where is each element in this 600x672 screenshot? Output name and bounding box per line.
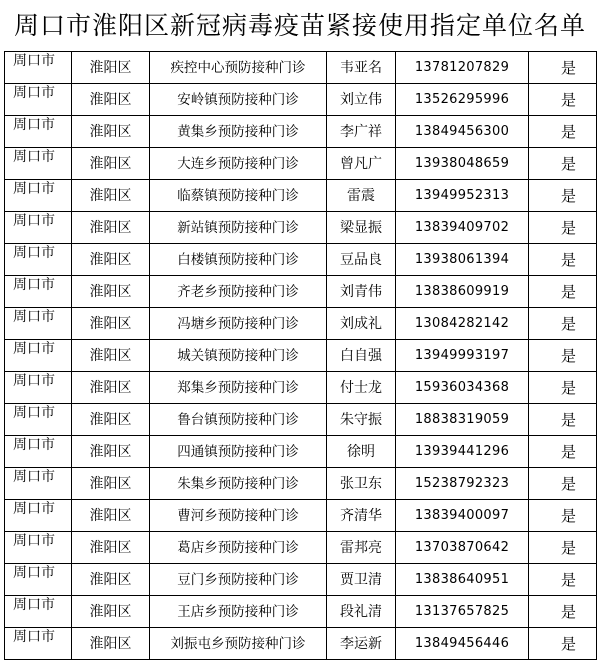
table-row — [5, 116, 597, 148]
contact-person-text: 段礼清 — [340, 604, 382, 620]
district-text: 淮阳区 — [89, 252, 132, 268]
designated-flag-text: 是 — [560, 315, 576, 333]
unit-text: 朱集乡预防接种门诊 — [177, 476, 299, 492]
designated-flag-text: 是 — [560, 347, 576, 365]
phone-cell[interactable] — [396, 436, 529, 467]
designated-flag-text: 是 — [560, 59, 576, 77]
designated-flag-cell[interactable] — [529, 180, 597, 211]
district-text: 淮阳区 — [89, 124, 132, 140]
phone-cell[interactable] — [396, 276, 529, 307]
phone-text: 13849456300 — [414, 124, 510, 139]
contact-person-text: 徐明 — [347, 444, 375, 460]
table-row — [5, 244, 597, 276]
designated-flag-cell[interactable] — [529, 436, 597, 467]
district-cell[interactable] — [72, 276, 150, 307]
district-cell[interactable] — [72, 116, 150, 147]
phone-text: 13938061394 — [414, 252, 510, 267]
unit-cell[interactable] — [150, 564, 327, 595]
contact-person-text: 刘立伟 — [340, 92, 382, 108]
city-cell[interactable] — [5, 212, 72, 243]
designated-flag-cell[interactable] — [529, 84, 597, 115]
district-cell[interactable] — [72, 532, 150, 563]
table-row — [5, 500, 597, 532]
district-text: 淮阳区 — [89, 444, 132, 460]
unit-cell[interactable] — [150, 436, 327, 467]
city-text: 周口市 — [13, 117, 55, 133]
phone-text: 15936034368 — [414, 380, 510, 395]
unit-text: 四通镇预防接种门诊 — [177, 444, 299, 460]
city-cell[interactable] — [5, 116, 72, 147]
district-text: 淮阳区 — [89, 60, 132, 76]
designated-flag-cell[interactable] — [529, 116, 597, 147]
designated-flag-text: 是 — [560, 411, 576, 429]
city-text: 周口市 — [13, 533, 55, 549]
unit-cell[interactable] — [150, 148, 327, 179]
unit-cell[interactable] — [150, 532, 327, 563]
phone-cell[interactable] — [396, 628, 529, 659]
table-row — [5, 404, 597, 436]
table-row — [5, 436, 597, 468]
designated-flag-cell[interactable] — [529, 628, 597, 659]
contact-person-text: 梁显振 — [340, 220, 382, 236]
unit-cell[interactable] — [150, 276, 327, 307]
designated-flag-cell[interactable] — [529, 212, 597, 243]
contact-person-text: 李广祥 — [340, 124, 382, 140]
table-row — [5, 148, 597, 180]
district-cell[interactable] — [72, 244, 150, 275]
contact-person-cell[interactable] — [327, 180, 396, 211]
contact-person-text: 雷邦亮 — [340, 540, 382, 556]
contact-person-cell[interactable] — [327, 532, 396, 563]
phone-text: 13838640951 — [414, 572, 510, 587]
contact-person-cell[interactable] — [327, 244, 396, 275]
city-text: 周口市 — [13, 85, 55, 101]
unit-text: 新站镇预防接种门诊 — [177, 220, 299, 236]
district-cell[interactable] — [72, 148, 150, 179]
designated-flag-text: 是 — [560, 571, 576, 589]
phone-text: 13838609919 — [414, 284, 510, 299]
unit-text: 临蔡镇预防接种门诊 — [177, 188, 299, 204]
unit-text: 刘振屯乡预防接种门诊 — [170, 636, 306, 652]
designated-flag-text: 是 — [560, 475, 576, 493]
district-cell[interactable] — [72, 340, 150, 371]
city-cell[interactable] — [5, 564, 72, 595]
designated-flag-cell[interactable] — [529, 340, 597, 371]
unit-text: 鲁台镇预防接种门诊 — [177, 412, 299, 428]
designated-flag-text: 是 — [560, 155, 576, 173]
designated-flag-text: 是 — [560, 443, 576, 461]
phone-text: 13938048659 — [414, 156, 510, 171]
contact-person-cell[interactable] — [327, 116, 396, 147]
phone-text: 18838319059 — [414, 412, 510, 427]
table-row — [5, 596, 597, 628]
unit-cell[interactable] — [150, 116, 327, 147]
designated-flag-cell[interactable] — [529, 532, 597, 563]
phone-text: 13849456446 — [414, 636, 510, 651]
district-text: 淮阳区 — [89, 572, 132, 588]
phone-text: 13781207829 — [414, 60, 510, 75]
contact-person-text: 张卫东 — [340, 476, 382, 492]
designated-flag-cell[interactable] — [529, 404, 597, 435]
phone-text: 13939441296 — [414, 444, 510, 459]
designated-flag-cell[interactable] — [529, 244, 597, 275]
contact-person-text: 李运新 — [340, 636, 382, 652]
city-cell[interactable] — [5, 276, 72, 307]
unit-cell[interactable] — [150, 340, 327, 371]
vaccination-unit-table — [4, 51, 597, 660]
city-text: 周口市 — [13, 245, 55, 261]
contact-person-text: 雷震 — [347, 188, 375, 204]
designated-flag-cell[interactable] — [529, 564, 597, 595]
phone-text: 13703870642 — [414, 540, 510, 555]
contact-person-cell[interactable] — [327, 436, 396, 467]
contact-person-text: 白自强 — [340, 348, 382, 364]
city-cell[interactable] — [5, 628, 72, 659]
phone-cell[interactable] — [396, 148, 529, 179]
contact-person-text: 韦亚名 — [340, 60, 382, 76]
city-cell[interactable] — [5, 244, 72, 275]
contact-person-cell[interactable] — [327, 308, 396, 339]
district-cell[interactable] — [72, 84, 150, 115]
contact-person-text: 刘成礼 — [340, 316, 382, 332]
district-text: 淮阳区 — [89, 316, 132, 332]
city-text: 周口市 — [13, 53, 55, 69]
table-row — [5, 212, 597, 244]
table-row — [5, 180, 597, 212]
unit-text: 葛店乡预防接种门诊 — [177, 540, 299, 556]
designated-flag-cell[interactable] — [529, 148, 597, 179]
district-cell[interactable] — [72, 372, 150, 403]
city-text: 周口市 — [13, 373, 55, 389]
district-cell[interactable] — [72, 180, 150, 211]
phone-cell[interactable] — [396, 404, 529, 435]
designated-flag-cell[interactable] — [529, 372, 597, 403]
unit-text: 郑集乡预防接种门诊 — [177, 380, 299, 396]
district-text: 淮阳区 — [89, 348, 132, 364]
city-text: 周口市 — [13, 309, 55, 325]
phone-text: 13839400097 — [414, 508, 510, 523]
contact-person-cell[interactable] — [327, 468, 396, 499]
unit-text: 豆门乡预防接种门诊 — [177, 572, 299, 588]
contact-person-cell[interactable] — [327, 276, 396, 307]
city-cell[interactable] — [5, 372, 72, 403]
city-text: 周口市 — [13, 501, 55, 517]
phone-cell[interactable] — [396, 308, 529, 339]
city-cell[interactable] — [5, 340, 72, 371]
district-text: 淮阳区 — [89, 156, 132, 172]
contact-person-text: 朱守振 — [340, 412, 382, 428]
district-text: 淮阳区 — [89, 636, 132, 652]
table-row — [5, 276, 597, 308]
district-cell[interactable] — [72, 436, 150, 467]
phone-text: 13949952313 — [414, 188, 510, 203]
unit-text: 王店乡预防接种门诊 — [177, 604, 299, 620]
designated-flag-text: 是 — [560, 603, 576, 621]
district-text: 淮阳区 — [89, 220, 132, 236]
city-cell[interactable] — [5, 180, 72, 211]
designated-flag-cell[interactable] — [529, 52, 597, 83]
designated-flag-cell[interactable] — [529, 500, 597, 531]
phone-cell[interactable] — [396, 180, 529, 211]
unit-cell[interactable] — [150, 52, 327, 83]
city-text: 周口市 — [13, 181, 55, 197]
phone-cell[interactable] — [396, 244, 529, 275]
district-cell[interactable] — [72, 468, 150, 499]
city-cell[interactable] — [5, 52, 72, 83]
contact-person-text: 曾凡广 — [340, 156, 382, 172]
city-cell[interactable] — [5, 468, 72, 499]
contact-person-cell[interactable] — [327, 372, 396, 403]
unit-cell[interactable] — [150, 468, 327, 499]
district-cell[interactable] — [72, 404, 150, 435]
district-cell[interactable] — [72, 500, 150, 531]
table-row — [5, 308, 597, 340]
district-text: 淮阳区 — [89, 540, 132, 556]
phone-text: 13084282142 — [414, 316, 510, 331]
district-cell[interactable] — [72, 596, 150, 627]
contact-person-cell[interactable] — [327, 212, 396, 243]
phone-text: 13137657825 — [414, 604, 510, 619]
phone-text: 13526295996 — [414, 92, 510, 107]
phone-cell[interactable] — [396, 116, 529, 147]
city-cell[interactable] — [5, 308, 72, 339]
table-row — [5, 532, 597, 564]
unit-text: 冯塘乡预防接种门诊 — [177, 316, 299, 332]
district-cell[interactable] — [72, 308, 150, 339]
city-text: 周口市 — [13, 437, 55, 453]
designated-flag-text: 是 — [560, 507, 576, 525]
city-cell[interactable] — [5, 436, 72, 467]
unit-cell[interactable] — [150, 404, 327, 435]
city-text: 周口市 — [13, 565, 55, 581]
phone-cell[interactable] — [396, 340, 529, 371]
contact-person-cell[interactable] — [327, 340, 396, 371]
phone-cell[interactable] — [396, 468, 529, 499]
phone-text: 13949993197 — [414, 348, 510, 363]
contact-person-text: 贾卫清 — [340, 572, 382, 588]
table-row — [5, 564, 597, 596]
district-text: 淮阳区 — [89, 476, 132, 492]
contact-person-cell[interactable] — [327, 564, 396, 595]
designated-flag-cell[interactable] — [529, 468, 597, 499]
table-row — [5, 340, 597, 372]
table-row — [5, 468, 597, 500]
contact-person-text: 刘青伟 — [340, 284, 382, 300]
district-text: 淮阳区 — [89, 380, 132, 396]
unit-text: 白楼镇预防接种门诊 — [177, 252, 299, 268]
city-text: 周口市 — [13, 213, 55, 229]
district-cell[interactable] — [72, 52, 150, 83]
unit-text: 曹河乡预防接种门诊 — [177, 508, 299, 524]
district-text: 淮阳区 — [89, 92, 132, 108]
phone-text: 13839409702 — [414, 220, 510, 235]
city-cell[interactable] — [5, 596, 72, 627]
phone-cell[interactable] — [396, 372, 529, 403]
contact-person-cell[interactable] — [327, 596, 396, 627]
contact-person-text: 齐清华 — [340, 508, 382, 524]
unit-text: 齐老乡预防接种门诊 — [177, 284, 299, 300]
phone-cell[interactable] — [396, 564, 529, 595]
unit-cell[interactable] — [150, 84, 327, 115]
city-cell[interactable] — [5, 532, 72, 563]
contact-person-cell[interactable] — [327, 84, 396, 115]
designated-flag-text: 是 — [560, 251, 576, 269]
city-text: 周口市 — [13, 469, 55, 485]
designated-flag-text: 是 — [560, 219, 576, 237]
unit-cell[interactable] — [150, 596, 327, 627]
unit-text: 安岭镇预防接种门诊 — [177, 92, 299, 108]
contact-person-text: 豆品良 — [340, 252, 382, 268]
unit-cell[interactable] — [150, 180, 327, 211]
city-text: 周口市 — [13, 405, 55, 421]
phone-cell[interactable] — [396, 500, 529, 531]
phone-text: 15238792323 — [414, 476, 510, 491]
unit-cell[interactable] — [150, 628, 327, 659]
designated-flag-text: 是 — [560, 187, 576, 205]
district-cell[interactable] — [72, 628, 150, 659]
phone-cell[interactable] — [396, 532, 529, 563]
table-row — [5, 372, 597, 404]
city-cell[interactable] — [5, 500, 72, 531]
unit-cell[interactable] — [150, 372, 327, 403]
designated-flag-text: 是 — [560, 635, 576, 653]
unit-cell[interactable] — [150, 308, 327, 339]
city-cell[interactable] — [5, 84, 72, 115]
city-text: 周口市 — [13, 597, 55, 613]
designated-flag-text: 是 — [560, 91, 576, 109]
city-text: 周口市 — [13, 149, 55, 165]
contact-person-text: 付士龙 — [340, 380, 382, 396]
designated-flag-cell[interactable] — [529, 276, 597, 307]
city-cell[interactable] — [5, 404, 72, 435]
district-text: 淮阳区 — [89, 604, 132, 620]
district-text: 淮阳区 — [89, 284, 132, 300]
contact-person-cell[interactable] — [327, 628, 396, 659]
district-cell[interactable] — [72, 212, 150, 243]
designated-flag-text: 是 — [560, 379, 576, 397]
phone-cell[interactable] — [396, 52, 529, 83]
unit-cell[interactable] — [150, 212, 327, 243]
city-text: 周口市 — [13, 629, 55, 645]
designated-flag-text: 是 — [560, 283, 576, 301]
phone-cell[interactable] — [396, 596, 529, 627]
district-cell[interactable] — [72, 564, 150, 595]
city-text: 周口市 — [13, 277, 55, 293]
designated-flag-text: 是 — [560, 123, 576, 141]
city-text: 周口市 — [13, 341, 55, 357]
district-text: 淮阳区 — [89, 188, 132, 204]
designated-flag-text: 是 — [560, 539, 576, 557]
city-cell[interactable] — [5, 148, 72, 179]
table-row — [5, 628, 597, 660]
unit-text: 城关镇预防接种门诊 — [177, 348, 299, 364]
unit-text: 黄集乡预防接种门诊 — [177, 124, 299, 140]
unit-text: 疾控中心预防接种门诊 — [170, 60, 306, 76]
phone-cell[interactable] — [396, 84, 529, 115]
contact-person-cell[interactable] — [327, 148, 396, 179]
district-text: 淮阳区 — [89, 508, 132, 524]
table-row — [5, 52, 597, 84]
contact-person-cell[interactable] — [327, 404, 396, 435]
table-row — [5, 84, 597, 116]
designated-flag-cell[interactable] — [529, 596, 597, 627]
sheet-title: 周口市淮阳区新冠病毒疫苗紧接使用指定单位名单 — [13, 11, 586, 40]
district-text: 淮阳区 — [89, 412, 132, 428]
unit-text: 大连乡预防接种门诊 — [177, 156, 299, 172]
designated-flag-cell[interactable] — [529, 308, 597, 339]
unit-cell[interactable] — [150, 500, 327, 531]
phone-cell[interactable] — [396, 212, 529, 243]
contact-person-cell[interactable] — [327, 52, 396, 83]
contact-person-cell[interactable] — [327, 500, 396, 531]
unit-cell[interactable] — [150, 244, 327, 275]
